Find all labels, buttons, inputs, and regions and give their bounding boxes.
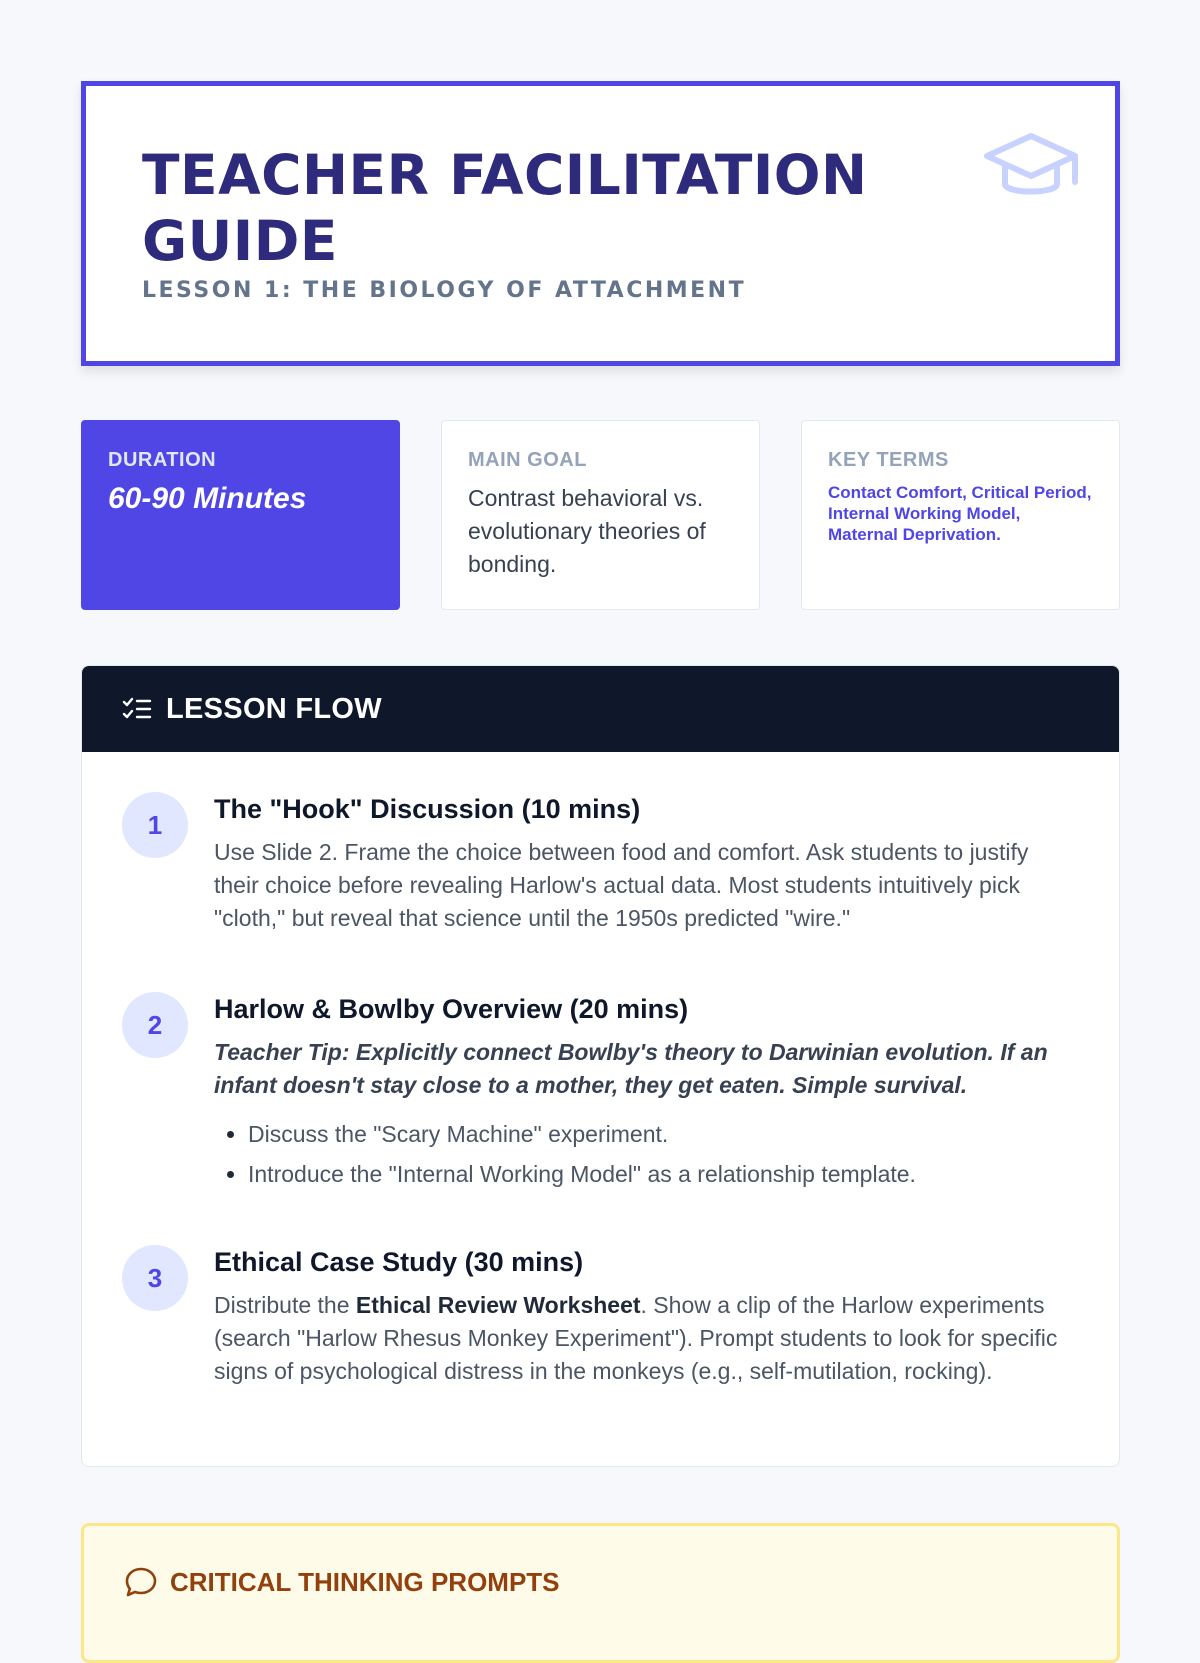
step-title: Harlow & Bowlby Overview (20 mins) bbox=[214, 994, 689, 1024]
summary-stats bbox=[81, 420, 1120, 610]
main-goal-value: Contrast behavioral vs. evolutionary theories of bonding. bbox=[468, 485, 706, 577]
checklist-icon bbox=[122, 696, 152, 722]
list-item: • Introduce the "Internal Working Model" as a relationship template. bbox=[248, 1154, 1076, 1194]
step-description: Use Slide 2. Frame the choice between food and comfort. Ask students to justify their choice before revealing Harlow's actual data. Most students intuitively pick "cloth," but reveal that science until the 1950s predicted "wire." bbox=[214, 839, 1029, 931]
step-number: 1 bbox=[122, 792, 188, 858]
teacher-tip: Teacher Tip: Explicitly connect Bowlby's theory to Darwinian evolution. If an infant doesn't stay close to a mother, they get eaten. Simple survival. bbox=[214, 1039, 1048, 1098]
main-goal-card bbox=[441, 420, 760, 610]
lesson-flow-header bbox=[82, 666, 1119, 752]
step-content bbox=[214, 1245, 1076, 1388]
step-text-intro: Distribute the bbox=[214, 1292, 356, 1318]
critical-thinking-title: CRITICAL THINKING PROMPTS bbox=[170, 1566, 560, 1597]
duration-card bbox=[81, 420, 400, 610]
facilitation-guide-page bbox=[81, 81, 1120, 1663]
key-terms-value: Contact Comfort, Critical Period, Internal Working Model, Maternal Deprivation. bbox=[828, 483, 1092, 544]
page-title: TEACHER FACILITATION GUIDE bbox=[142, 143, 868, 273]
step-number: 2 bbox=[122, 992, 188, 1058]
worksheet-name: Ethical Review Worksheet bbox=[355, 1292, 641, 1318]
step-bullet-list bbox=[214, 1114, 1076, 1194]
key-terms-card bbox=[801, 420, 1120, 610]
step-title: The "Hook" Discussion (10 mins) bbox=[214, 794, 641, 824]
critical-thinking-card bbox=[81, 1523, 1120, 1663]
duration-value: 60-90 Minutes bbox=[108, 482, 307, 515]
lesson-subtitle: LESSON 1: THE BIOLOGY OF ATTACHMENT bbox=[142, 278, 747, 303]
lesson-flow-title: LESSON FLOW bbox=[166, 692, 382, 725]
step-title: Ethical Case Study (30 mins) bbox=[214, 1247, 584, 1277]
speech-bubble-icon bbox=[124, 1566, 158, 1598]
step-content bbox=[214, 992, 1076, 1194]
step-description bbox=[214, 1289, 1076, 1388]
critical-thinking-header bbox=[124, 1566, 1077, 1598]
step-text-rest: . Show a clip of the Harlow experiments (search "Harlow Rhesus Monkey Experiment"). Prompt students to look for specific signs of psychological distress in the monkeys (e.g., self-mutilation, rocking). bbox=[214, 1292, 1058, 1384]
graduation-cap-icon bbox=[981, 130, 1081, 208]
step-number: 3 bbox=[122, 1245, 188, 1311]
lesson-flow-card bbox=[81, 665, 1120, 1467]
step-content bbox=[214, 792, 1076, 935]
duration-label: DURATION bbox=[108, 449, 217, 471]
header-card bbox=[81, 81, 1120, 366]
key-terms-label: KEY TERMS bbox=[828, 449, 949, 471]
main-goal-label: MAIN GOAL bbox=[468, 449, 587, 471]
list-item: • Discuss the "Scary Machine" experiment. bbox=[248, 1114, 1076, 1154]
